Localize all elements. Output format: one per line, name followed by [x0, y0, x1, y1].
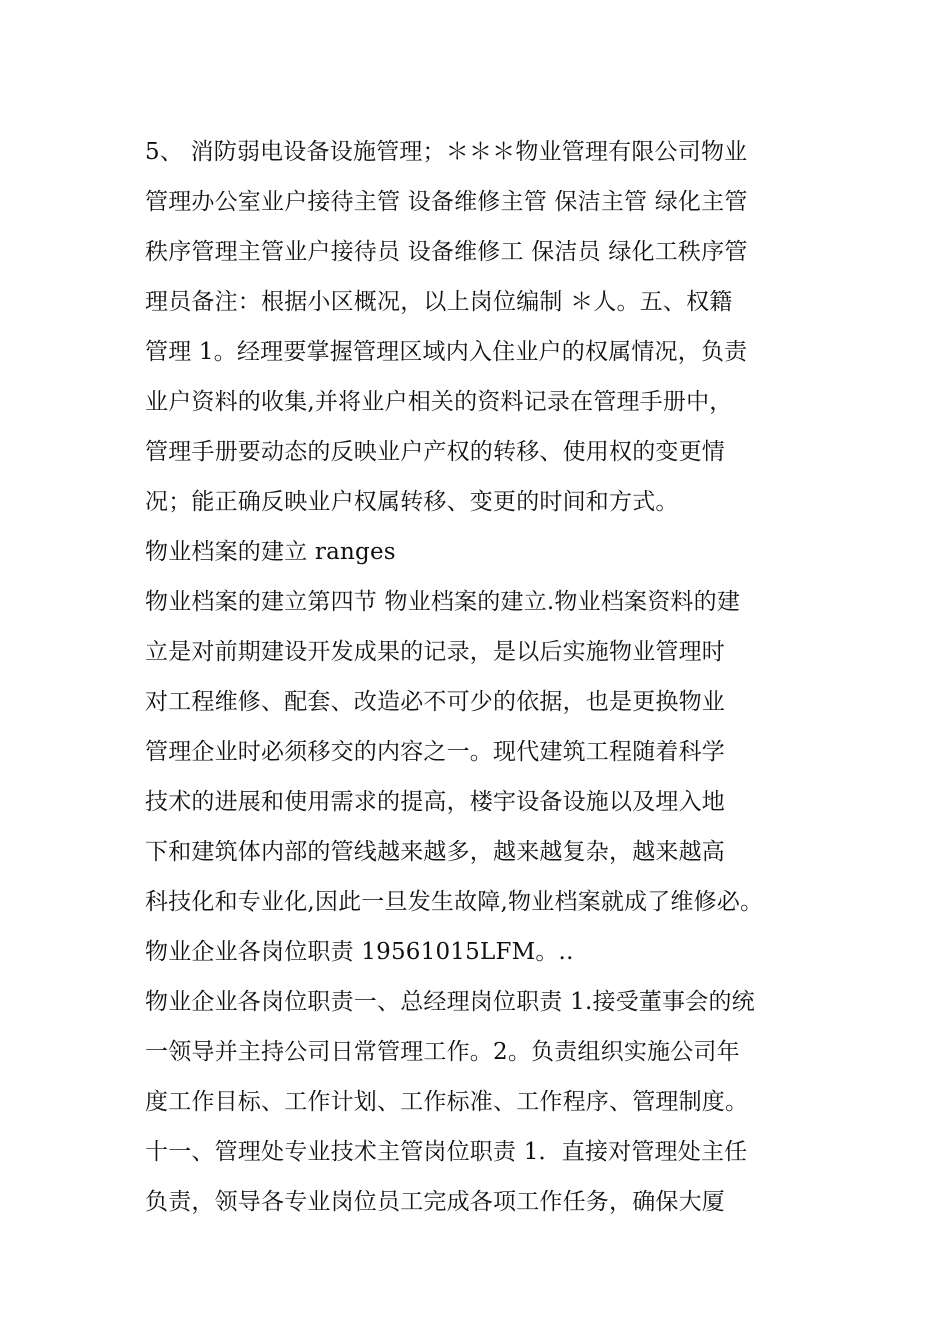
text-line: 管理办公室业户接待主管 设备维修主管 保洁主管 绿化主管: [145, 189, 748, 215]
text-line: 业户资料的收集,并将业户相关的资料记录在管理手册中，: [145, 389, 733, 415]
text-line: 物业档案的建立第四节 物业档案的建立.物业档案资料的建: [145, 589, 741, 615]
text-line: 一领导并主持公司日常管理工作。2。负责组织实施公司年: [145, 1039, 740, 1065]
text-line: 物业企业各岗位职责一、总经理岗位职责 1.接受董事会的统: [145, 989, 755, 1015]
section-heading: 物业档案的建立 ranges: [145, 539, 396, 565]
text-line: 管理 1。经理要掌握管理区域内入住业户的权属情况，负责: [145, 339, 748, 365]
document-body: [145, 127, 825, 1227]
text-line: 技术的进展和使用需求的提高，楼宇设备设施以及埋入地: [145, 789, 725, 815]
section-heading: 物业企业各岗位职责 19561015LFM。..: [145, 939, 574, 965]
text-line: 况；能正确反映业户权属转移、变更的时间和方式。: [145, 489, 679, 515]
text-line: 十一、管理处专业技术主管岗位职责 1．直接对管理处主任: [145, 1139, 748, 1165]
text-line: 立是对前期建设开发成果的记录，是以后实施物业管理时: [145, 639, 725, 665]
text-line: 管理手册要动态的反映业户产权的转移、使用权的变更情: [145, 439, 725, 465]
text-line: 对工程维修、配套、改造必不可少的依据，也是更换物业: [145, 689, 725, 715]
text-line: 秩序管理主管业户接待员 设备维修工 保洁员 绿化工秩序管: [145, 239, 748, 265]
text-line: 负责，领导各专业岗位员工完成各项工作任务，确保大厦: [145, 1189, 725, 1215]
text-line: 科技化和专业化,因此一旦发生故障,物业档案就成了维修必。: [145, 889, 764, 915]
text-line: 5、 消防弱电设备设施管理；＊＊＊物业管理有限公司物业: [145, 139, 748, 165]
text-line: 下和建筑体内部的管线越来越多，越来越复杂，越来越高: [145, 839, 725, 865]
text-line: 度工作目标、工作计划、工作标准、工作程序、管理制度。: [145, 1089, 749, 1115]
text-line: 管理企业时必须移交的内容之一。现代建筑工程随着科学: [145, 739, 725, 765]
text-line: 理员备注：根据小区概况，以上岗位编制 ＊人。五、权籍: [145, 289, 733, 315]
